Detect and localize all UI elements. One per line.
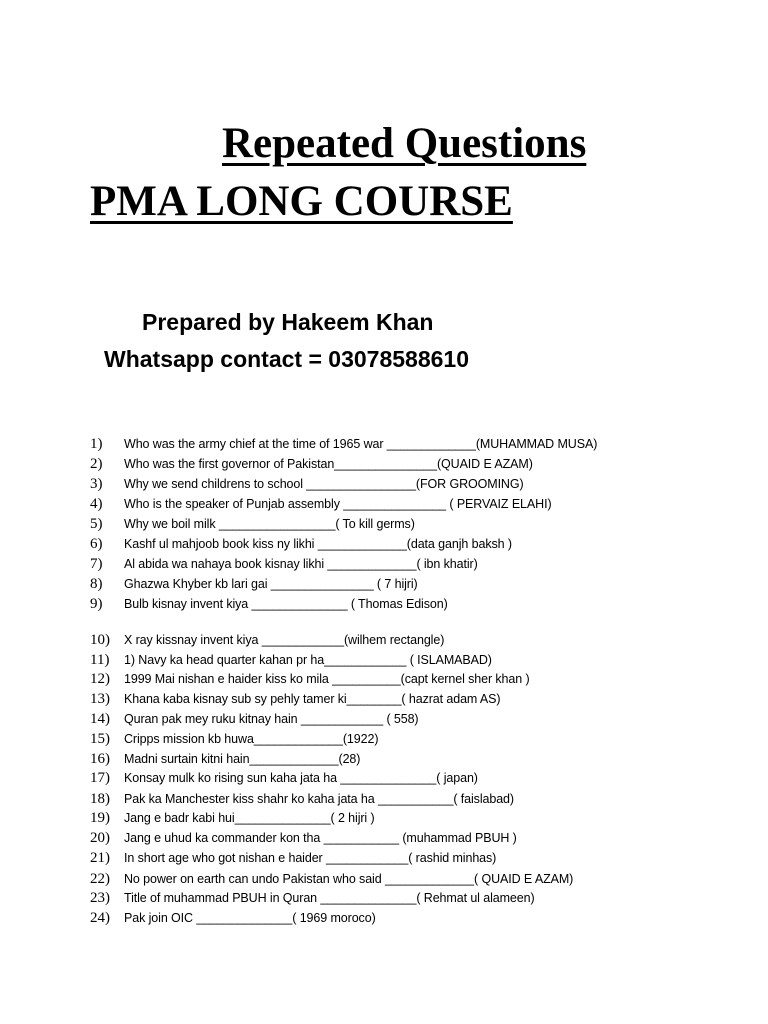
question-item <box>0 808 768 828</box>
question-item <box>0 848 768 868</box>
question-item <box>0 434 768 454</box>
question-item <box>0 888 768 908</box>
question-number: 8) <box>90 576 103 592</box>
question-number: 12) <box>90 671 110 687</box>
question-text: Why we boil milk _________________( To kill germs) <box>124 517 415 531</box>
question-text: Konsay mulk ko rising sun kaha jata ha ______________( japan) <box>124 771 478 785</box>
question-text: Who was the first governor of Pakistan_______________(QUAID E AZAM) <box>124 457 533 471</box>
question-number: 16) <box>90 751 110 767</box>
question-item <box>0 534 768 554</box>
question-text: Kashf ul mahjoob book kiss ny likhi _____________(data ganjh baksh ) <box>124 537 512 551</box>
question-number: 21) <box>90 850 110 866</box>
question-number: 9) <box>90 596 103 612</box>
question-text: 1999 Mai nishan e haider kiss ko mila __________(capt kernel sher khan ) <box>124 672 530 686</box>
question-text: Why we send childrens to school ________________(FOR GROOMING) <box>124 477 524 491</box>
question-text: No power on earth can undo Pakistan who said _____________( QUAID E AZAM) <box>124 872 574 886</box>
question-item <box>0 689 768 709</box>
question-number: 15) <box>90 731 110 747</box>
contact-info: Whatsapp contact = 03078588610 <box>104 346 469 372</box>
question-text: Al abida wa nahaya book kisnay likhi _____________( ibn khatir) <box>124 557 478 571</box>
question-text: Who is the speaker of Punjab assembly _______________ ( PERVAIZ ELAHI) <box>124 497 552 511</box>
question-number: 6) <box>90 536 103 552</box>
question-number: 18) <box>90 791 110 807</box>
question-text: Ghazwa Khyber kb lari gai _______________ ( 7 hijri) <box>124 577 418 591</box>
question-item <box>0 749 768 769</box>
question-number: 14) <box>90 711 110 727</box>
document-title: Repeated Questions <box>222 120 587 167</box>
question-number: 11) <box>90 652 110 668</box>
question-number: 20) <box>90 830 110 846</box>
question-item <box>0 828 768 848</box>
question-item <box>0 454 768 474</box>
question-number: 22) <box>90 871 110 887</box>
question-text: Bulb kisnay invent kiya ______________ ( Thomas Edison) <box>124 597 448 611</box>
question-number: 5) <box>90 516 103 532</box>
question-text: In short age who got nishan e haider ____________( rashid minhas) <box>124 851 497 865</box>
question-number: 2) <box>90 456 103 472</box>
document-subtitle: PMA LONG COURSE <box>90 178 513 225</box>
question-item <box>0 514 768 534</box>
question-number: 17) <box>90 770 110 786</box>
question-number: 4) <box>90 496 103 512</box>
question-text: Pak join OIC ______________( 1969 moroco) <box>124 911 376 925</box>
prepared-by: Prepared by Hakeem Khan <box>142 309 434 335</box>
question-text: X ray kissnay invent kiya ____________(wilhem rectangle) <box>124 633 445 647</box>
question-number: 1) <box>90 436 103 452</box>
question-number: 24) <box>90 910 110 926</box>
question-item <box>0 768 768 788</box>
question-item <box>0 789 768 809</box>
question-text: Title of muhammad PBUH in Quran ______________( Rehmat ul alameen) <box>124 891 535 905</box>
question-text: Pak ka Manchester kiss shahr ko kaha jata ha ___________( faislabad) <box>124 792 514 806</box>
question-number: 23) <box>90 890 110 906</box>
question-number: 19) <box>90 810 110 826</box>
question-item <box>0 594 768 614</box>
question-text: Quran pak mey ruku kitnay hain ____________ ( 558) <box>124 712 419 726</box>
question-text: Jang e uhud ka commander kon tha ___________ (muhammad PBUH ) <box>124 831 517 845</box>
question-item <box>0 630 768 650</box>
question-number: 7) <box>90 556 103 572</box>
question-number: 13) <box>90 691 110 707</box>
question-text: Jang e badr kabi hui______________( 2 hijri ) <box>124 811 375 825</box>
question-item <box>0 554 768 574</box>
question-text: Madni surtain kitni hain_____________(28) <box>124 752 361 766</box>
question-item <box>0 709 768 729</box>
question-number: 10) <box>90 632 110 648</box>
question-text: Khana kaba kisnay sub sy pehly tamer ki________( hazrat adam AS) <box>124 692 501 706</box>
question-item <box>0 650 768 670</box>
question-item <box>0 669 768 689</box>
question-item <box>0 574 768 594</box>
question-item <box>0 729 768 749</box>
question-text: Who was the army chief at the time of 1965 war _____________(MUHAMMAD MUSA) <box>124 437 598 451</box>
question-number: 3) <box>90 476 103 492</box>
question-item <box>0 474 768 494</box>
question-item <box>0 908 768 928</box>
question-text: 1) Navy ka head quarter kahan pr ha____________ ( ISLAMABAD) <box>124 653 492 667</box>
question-item <box>0 494 768 514</box>
question-item <box>0 869 768 889</box>
question-text: Cripps mission kb huwa_____________(1922) <box>124 732 379 746</box>
